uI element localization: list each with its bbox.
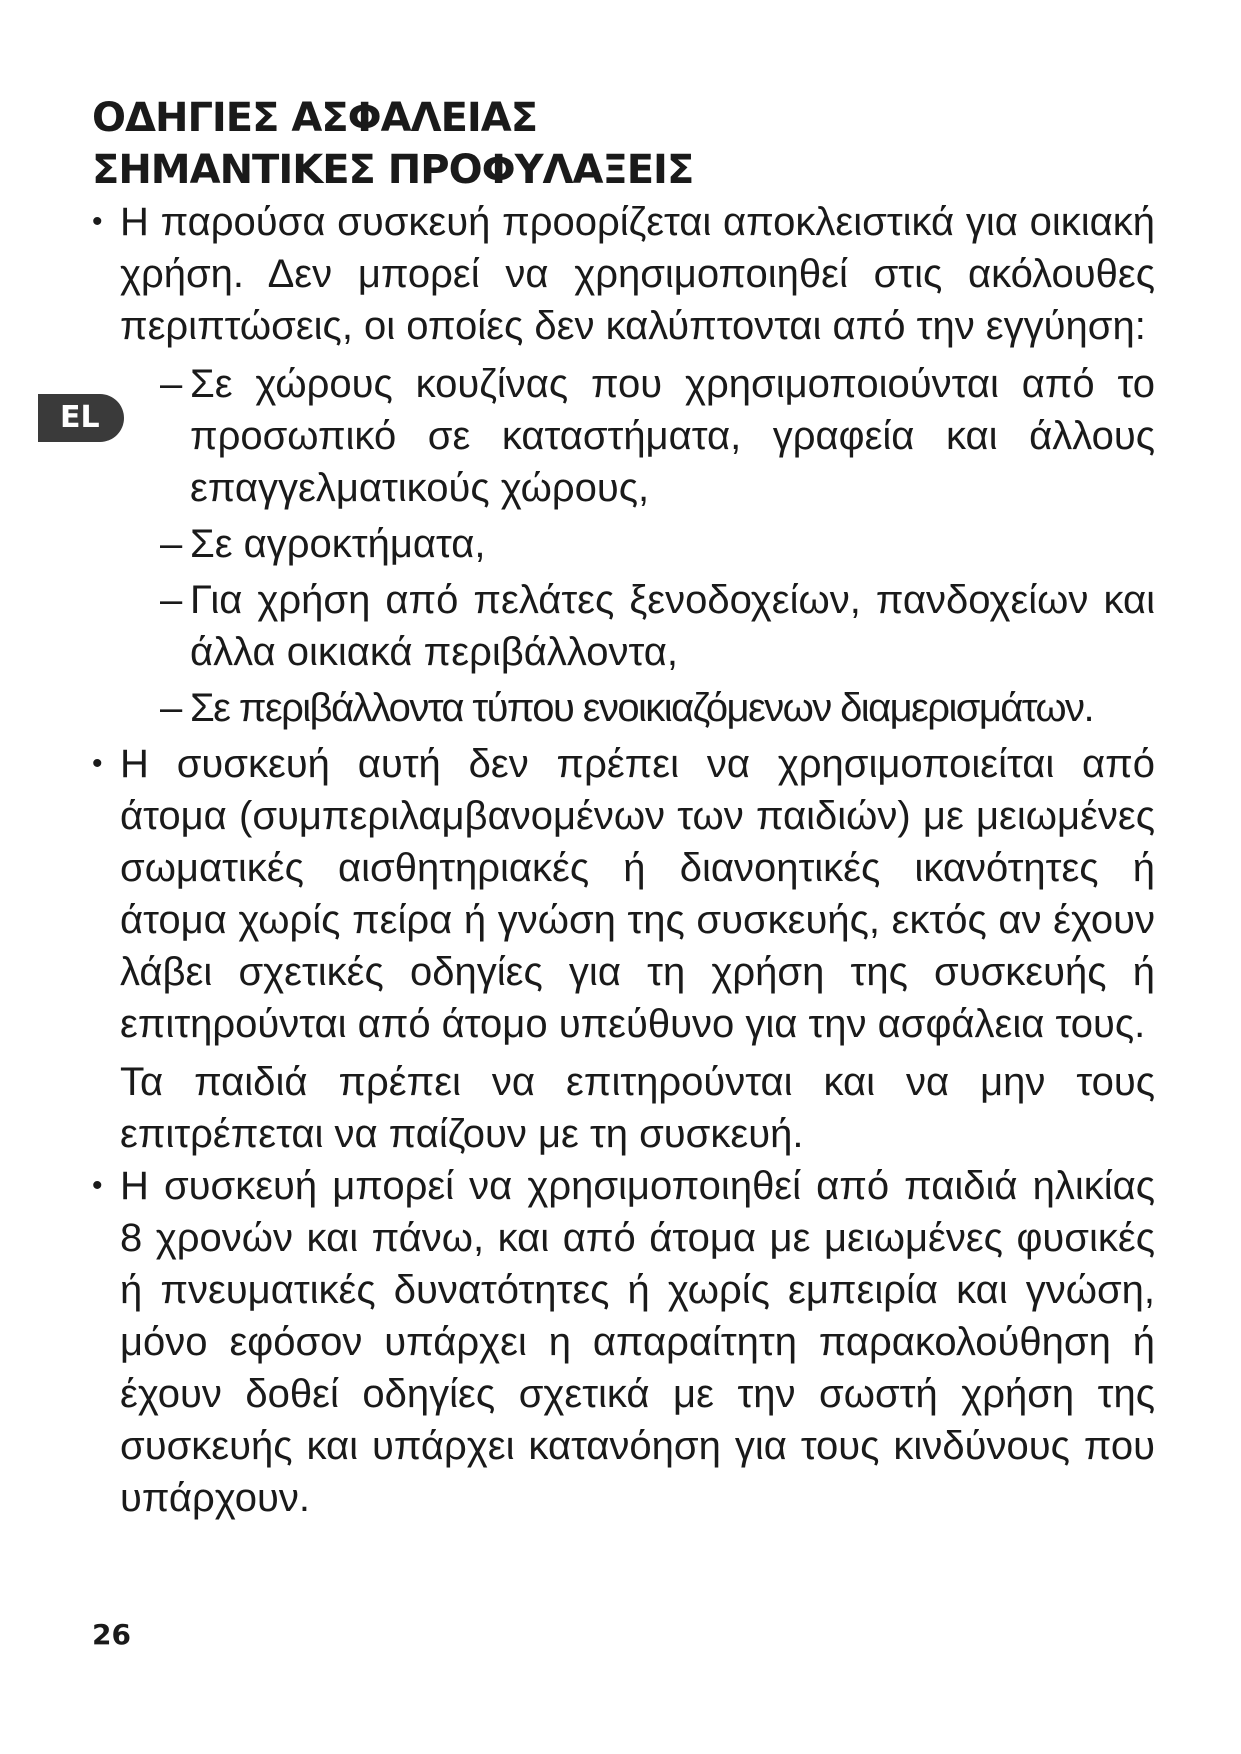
sub-list-item	[160, 518, 1155, 570]
dash-icon: –	[160, 362, 183, 406]
sub-list-item	[160, 682, 1155, 734]
item-text: Η συσκευή αυτή δεν πρέπει να χρησιμοποιείται από άτομα (συμπεριλαμβανομένων των παιδιών) με μειωμένες σωματικές αισθητηριακές ή διανοητικές ικανότητες ή άτομα χωρίς πείρα ή γνώση της συσκευής, εκτός αν έχουν λάβει σχετικές οδηγίες για τη χρήση της συσκευής ή επιτηρούνται από άτομο υπεύθυνο για την ασφάλεια τους.	[120, 742, 1155, 1046]
dash-icon: –	[160, 686, 183, 730]
list-item	[92, 1160, 1155, 1524]
sub-list-item	[160, 358, 1155, 514]
sub-item-text: Σε περιβάλλοντα τύπου ενοικιαζόμενων διαμερισμάτων.	[190, 686, 1093, 730]
sub-item-text: Για χρήση από πελάτες ξενοδοχείων, πανδοχείων και άλλα οικιακά περιβάλλοντα,	[190, 578, 1155, 674]
heading-important-precautions: ΣΗΜΑΝΤΙΚΕΣ ΠΡΟΦΥΛΑΞΕΙΣ	[92, 147, 694, 193]
list-item	[92, 196, 1155, 734]
sub-item-text: Σε αγροκτήματα,	[190, 522, 486, 566]
page-number: 26	[92, 1618, 131, 1651]
dash-icon: –	[160, 522, 183, 566]
bullet-icon: •	[92, 747, 103, 780]
heading-safety-instructions: ΟΔΗΓΙΕΣ ΑΣΦΑΛΕΙΑΣ	[92, 95, 538, 141]
item-extra-text: Τα παιδιά πρέπει να επιτηρούνται και να μην τους επιτρέπεται να παίζουν με τη συσκευή.	[120, 1060, 1155, 1156]
language-tab: EL	[38, 394, 124, 442]
list-item	[92, 738, 1155, 1160]
bullet-icon: •	[92, 205, 103, 238]
sub-list	[160, 358, 1155, 734]
sub-item-text: Σε χώρους κουζίνας που χρησιμοποιούνται από το προσωπικό σε καταστήματα, γραφεία και άλλους επαγγελματικούς χώρους,	[190, 362, 1155, 510]
bullet-icon: •	[92, 1169, 103, 1202]
sub-list-item	[160, 574, 1155, 678]
dash-icon: –	[160, 578, 183, 622]
safety-instructions	[92, 92, 1155, 1524]
item-text: Η παρούσα συσκευή προορίζεται αποκλειστικά για οικιακή χρήση. Δεν μπορεί να χρησιμοποιηθεί στις ακόλουθες περιπτώσεις, οι οποίες δεν καλύπτονται από την εγγύηση:	[120, 200, 1155, 348]
item-text: Η συσκευή μπορεί να χρησιμοποιηθεί από παιδιά ηλικίας 8 χρονών και πάνω, και από άτομα με μειωμένες φυσικές ή πνευματικές δυνατότητες ή χωρίς εμπειρία και γνώση, μόνο εφόσον υπάρχει η απαραίτητη παρακολούθηση ή έχουν δοθεί οδηγίες σχετικά με την σωστή χρήση της συσκευής και υπάρχει κατανόηση για τους κινδύνους που υπάρχουν.	[120, 1164, 1155, 1520]
